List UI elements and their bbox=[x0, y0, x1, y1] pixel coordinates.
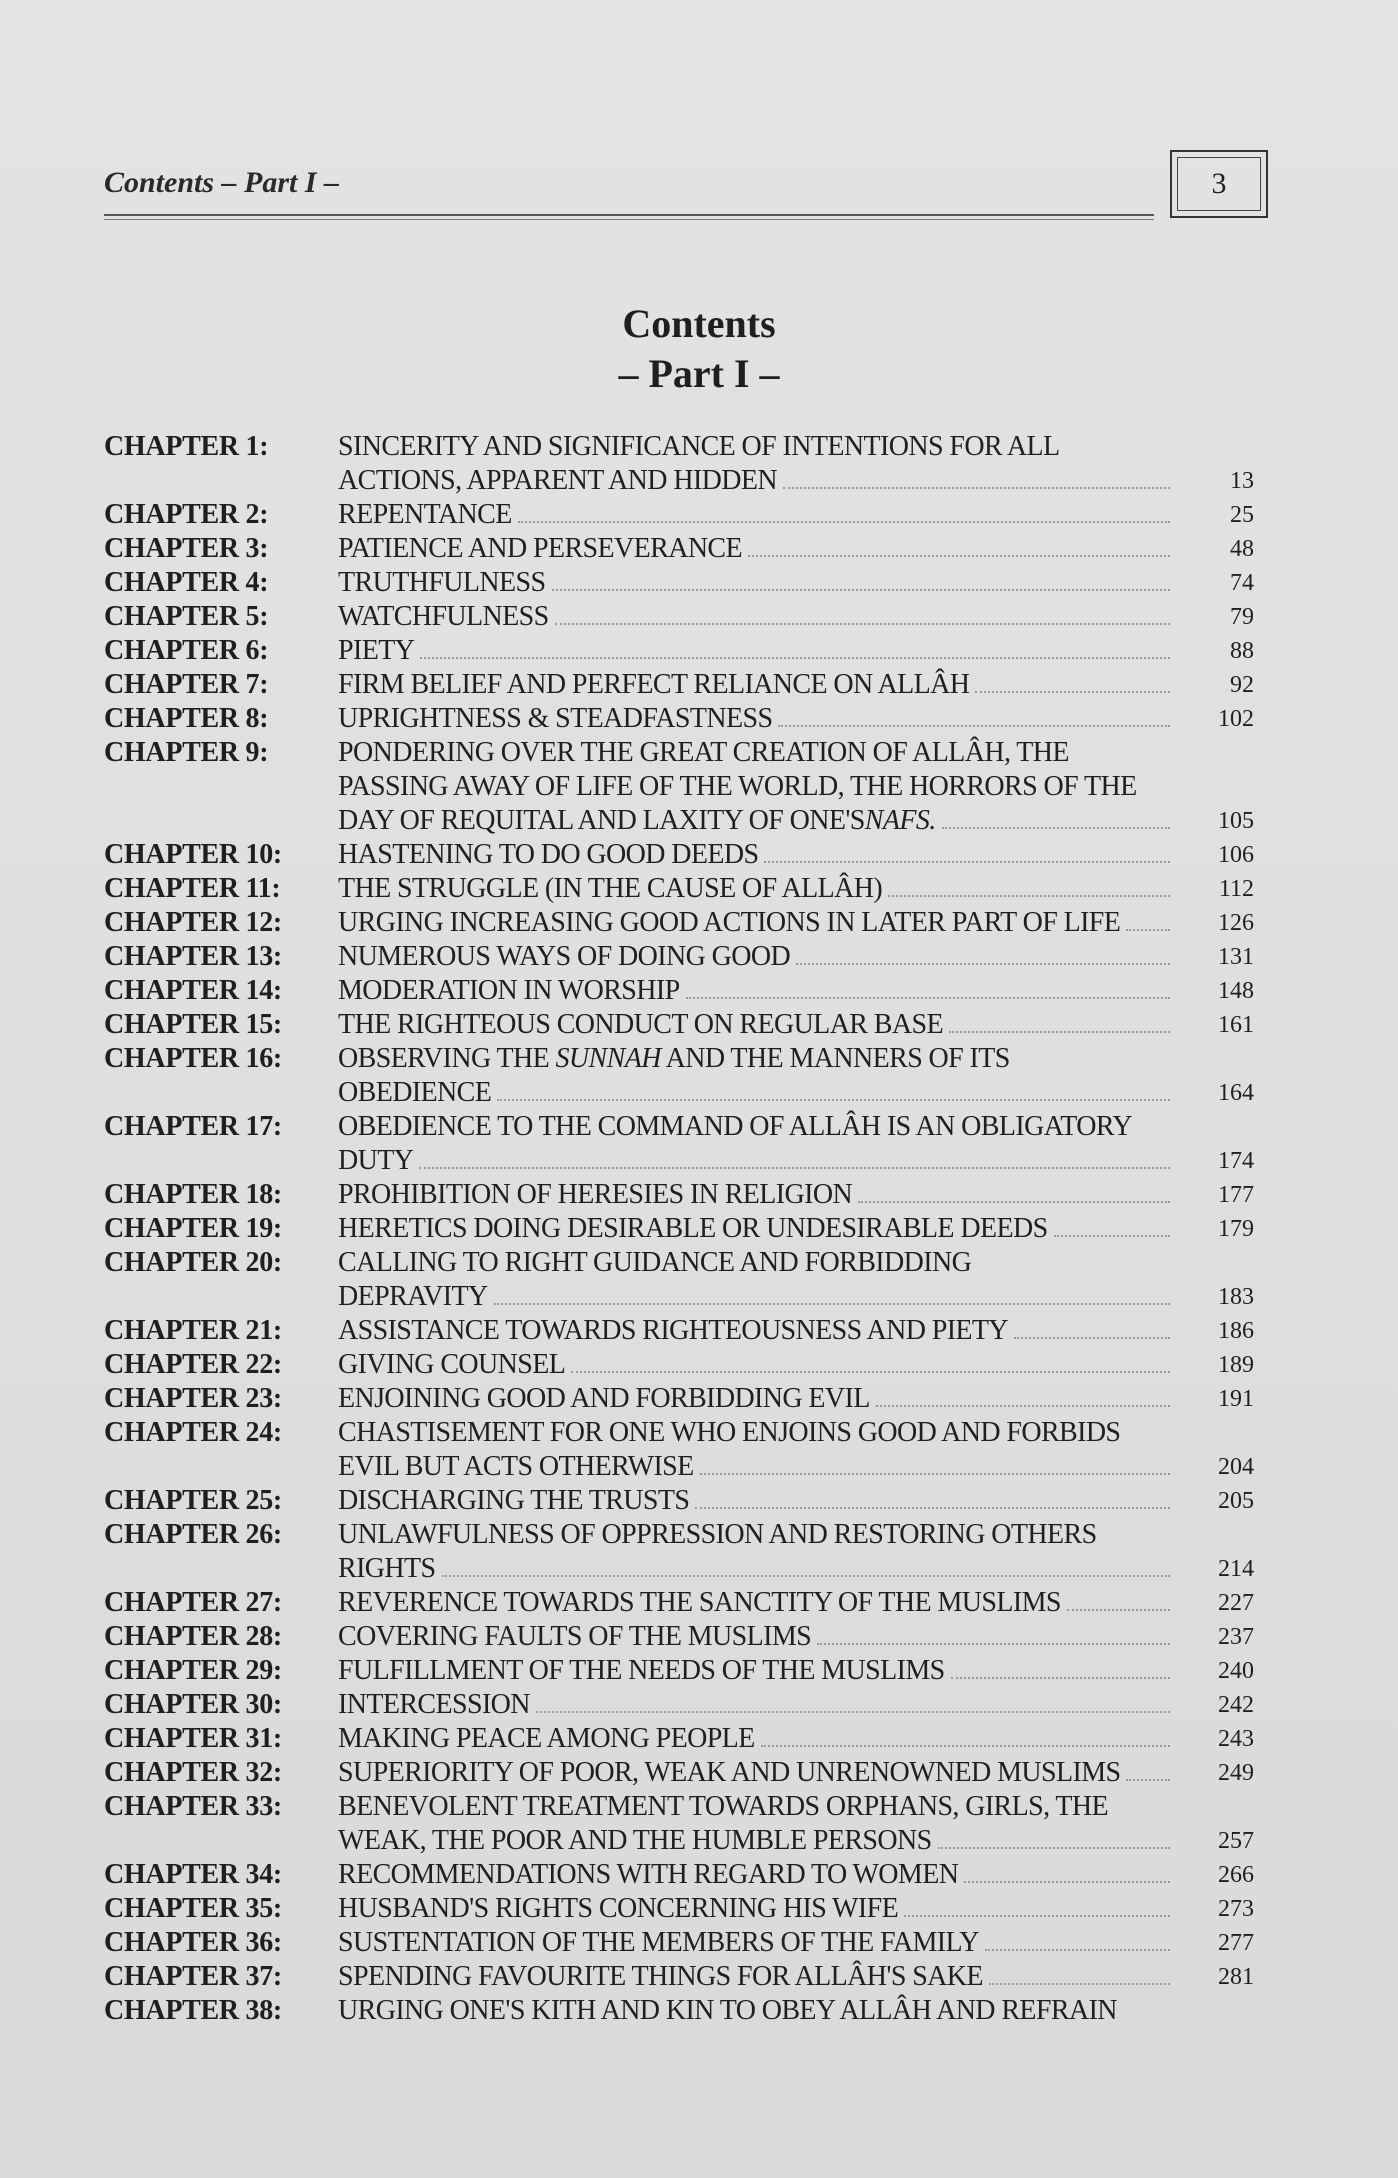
dot-leader bbox=[552, 566, 1171, 591]
page-ref: 214 bbox=[1218, 1556, 1254, 1582]
page-ref: 74 bbox=[1230, 570, 1254, 596]
chapter-title-line: INTERCESSION bbox=[338, 1688, 1178, 1722]
chapter-label: CHAPTER 20: bbox=[104, 1247, 282, 1278]
toc-entry bbox=[104, 1858, 1284, 1892]
toc-entry bbox=[104, 668, 1284, 702]
page-ref: 25 bbox=[1230, 502, 1254, 528]
chapter-title-line: THE STRUGGLE (IN THE CAUSE OF ALLÂH) bbox=[338, 872, 1178, 906]
chapter-title-line: HUSBAND'S RIGHTS CONCERNING HIS WIFE bbox=[338, 1892, 1178, 1926]
toc-entry bbox=[104, 1110, 1284, 1178]
dot-leader bbox=[571, 1348, 1170, 1373]
chapter-title bbox=[338, 1484, 1178, 1518]
dot-leader bbox=[964, 1858, 1170, 1883]
chapter-label: CHAPTER 7: bbox=[104, 669, 269, 700]
page-ref: 183 bbox=[1218, 1284, 1254, 1310]
chapter-label: CHAPTER 17: bbox=[104, 1111, 282, 1142]
toc-entry bbox=[104, 1008, 1284, 1042]
toc-entry bbox=[104, 1790, 1284, 1858]
chapter-title-line: SUPERIORITY OF POOR, WEAK AND UNRENOWNED MUSLIMS bbox=[338, 1756, 1178, 1790]
chapter-title bbox=[338, 532, 1178, 566]
chapter-title-line: PIETY bbox=[338, 634, 1178, 668]
chapter-label: CHAPTER 38: bbox=[104, 1995, 282, 2026]
toc-entry bbox=[104, 1994, 1284, 2028]
toc-entry bbox=[104, 1926, 1284, 1960]
chapter-title bbox=[338, 1042, 1178, 1110]
toc-entry bbox=[104, 1484, 1284, 1518]
chapter-title bbox=[338, 1212, 1178, 1246]
dot-leader bbox=[686, 974, 1170, 999]
chapter-title-line: CALLING TO RIGHT GUIDANCE AND FORBIDDING bbox=[338, 1247, 972, 1278]
part-title: – Part I – bbox=[618, 351, 780, 396]
chapter-label: CHAPTER 11: bbox=[104, 873, 281, 904]
dot-leader bbox=[1054, 1212, 1170, 1237]
page-ref: 179 bbox=[1218, 1216, 1254, 1242]
chapter-label: CHAPTER 3: bbox=[104, 533, 269, 564]
chapter-title bbox=[338, 1110, 1178, 1178]
dot-leader bbox=[985, 1926, 1170, 1951]
dot-leader bbox=[764, 838, 1170, 863]
chapter-label: CHAPTER 22: bbox=[104, 1349, 282, 1380]
chapter-title bbox=[338, 1858, 1178, 1892]
chapter-title-line: RECOMMENDATIONS WITH REGARD TO WOMEN bbox=[338, 1858, 1178, 1892]
toc-entry bbox=[104, 1654, 1284, 1688]
dot-leader bbox=[761, 1722, 1170, 1747]
page-ref: 106 bbox=[1218, 842, 1254, 868]
page-ref: 237 bbox=[1218, 1624, 1254, 1650]
toc-entry bbox=[104, 1348, 1284, 1382]
page-ref: 48 bbox=[1230, 536, 1254, 562]
chapter-title-line: PASSING AWAY OF LIFE OF THE WORLD, THE HORRORS OF THE bbox=[338, 771, 1137, 802]
chapter-title bbox=[338, 736, 1178, 838]
chapter-label: CHAPTER 29: bbox=[104, 1655, 282, 1686]
chapter-title-line: EVIL BUT ACTS OTHERWISE bbox=[338, 1450, 1178, 1484]
chapter-title bbox=[338, 668, 1178, 702]
chapter-title-line: DISCHARGING THE TRUSTS bbox=[338, 1484, 1178, 1518]
page-ref: 257 bbox=[1218, 1828, 1254, 1854]
page-ref: 126 bbox=[1218, 910, 1254, 936]
chapter-title bbox=[338, 1518, 1178, 1586]
dot-leader bbox=[497, 1076, 1170, 1101]
chapter-label: CHAPTER 27: bbox=[104, 1587, 282, 1618]
chapter-title-line: OBEDIENCE bbox=[338, 1076, 1178, 1110]
contents-title: Contents bbox=[622, 301, 776, 346]
chapter-title bbox=[338, 498, 1178, 532]
chapter-title-line: ENJOINING GOOD AND FORBIDDING EVIL bbox=[338, 1382, 1178, 1416]
chapter-title bbox=[338, 600, 1178, 634]
toc-entry bbox=[104, 1586, 1284, 1620]
chapter-title-line: SPENDING FAVOURITE THINGS FOR ALLÂH'S SAKE bbox=[338, 1960, 1178, 1994]
chapter-title-line: OBEDIENCE TO THE COMMAND OF ALLÂH IS AN OBLIGATORY bbox=[338, 1111, 1132, 1142]
page-ref: 266 bbox=[1218, 1862, 1254, 1888]
chapter-title bbox=[338, 1586, 1178, 1620]
chapter-title-line: PONDERING OVER THE GREAT CREATION OF ALLÂH, THE bbox=[338, 737, 1069, 768]
chapter-title-line: SINCERITY AND SIGNIFICANCE OF INTENTIONS FOR ALL bbox=[338, 431, 1060, 462]
chapter-title bbox=[338, 872, 1178, 906]
chapter-title-line: MAKING PEACE AMONG PEOPLE bbox=[338, 1722, 1178, 1756]
chapter-label: CHAPTER 26: bbox=[104, 1519, 282, 1550]
page-ref: 148 bbox=[1218, 978, 1254, 1004]
chapter-label: CHAPTER 19: bbox=[104, 1213, 282, 1244]
chapter-title-line: UNLAWFULNESS OF OPPRESSION AND RESTORING OTHERS bbox=[338, 1519, 1097, 1550]
page-number-box bbox=[1170, 150, 1268, 218]
page-ref: 243 bbox=[1218, 1726, 1254, 1752]
chapter-title bbox=[338, 430, 1178, 498]
chapter-label: CHAPTER 1: bbox=[104, 431, 269, 462]
page-ref: 105 bbox=[1218, 808, 1254, 834]
page-ref: 13 bbox=[1230, 468, 1254, 494]
chapter-label: CHAPTER 34: bbox=[104, 1859, 282, 1890]
dot-leader bbox=[938, 1824, 1170, 1849]
chapter-label: CHAPTER 32: bbox=[104, 1757, 282, 1788]
dot-leader bbox=[904, 1892, 1170, 1917]
toc-entry bbox=[104, 1518, 1284, 1586]
chapter-title-line: PATIENCE AND PERSEVERANCE bbox=[338, 532, 1178, 566]
dot-leader bbox=[442, 1552, 1170, 1577]
chapter-title-line: COVERING FAULTS OF THE MUSLIMS bbox=[338, 1620, 1178, 1654]
chapter-title bbox=[338, 1178, 1178, 1212]
toc-entry bbox=[104, 1756, 1284, 1790]
toc-entry bbox=[104, 1178, 1284, 1212]
page-ref: 186 bbox=[1218, 1318, 1254, 1344]
chapter-label: CHAPTER 9: bbox=[104, 737, 269, 768]
chapter-title bbox=[338, 634, 1178, 668]
toc-entry bbox=[104, 940, 1284, 974]
page-ref: 174 bbox=[1218, 1148, 1254, 1174]
chapter-title bbox=[338, 1314, 1178, 1348]
dot-leader bbox=[989, 1960, 1170, 1985]
page-ref: 131 bbox=[1218, 944, 1254, 970]
dot-leader bbox=[778, 702, 1170, 727]
chapter-title-line: URGING ONE'S KITH AND KIN TO OBEY ALLÂH AND REFRAIN bbox=[338, 1995, 1117, 2026]
chapter-label: CHAPTER 36: bbox=[104, 1927, 282, 1958]
page-ref: 161 bbox=[1218, 1012, 1254, 1038]
chapter-title bbox=[338, 906, 1178, 940]
dot-leader bbox=[876, 1382, 1170, 1407]
page-ref: 227 bbox=[1218, 1590, 1254, 1616]
toc-entry bbox=[104, 498, 1284, 532]
toc-entry bbox=[104, 1382, 1284, 1416]
chapter-label: CHAPTER 12: bbox=[104, 907, 282, 938]
page-ref: 177 bbox=[1218, 1182, 1254, 1208]
page-ref: 79 bbox=[1230, 604, 1254, 630]
toc-entry bbox=[104, 702, 1284, 736]
chapter-title-line: FIRM BELIEF AND PERFECT RELIANCE ON ALLÂH bbox=[338, 668, 1178, 702]
table-of-contents bbox=[104, 430, 1284, 2028]
chapter-label: CHAPTER 23: bbox=[104, 1383, 282, 1414]
chapter-title-line: MODERATION IN WORSHIP bbox=[338, 974, 1178, 1008]
chapter-title-line: SUSTENTATION OF THE MEMBERS OF THE FAMILY bbox=[338, 1926, 1178, 1960]
dot-leader bbox=[1014, 1314, 1170, 1339]
toc-entry bbox=[104, 906, 1284, 940]
page-ref: 281 bbox=[1218, 1964, 1254, 1990]
dot-leader bbox=[695, 1484, 1170, 1509]
chapter-label: CHAPTER 10: bbox=[104, 839, 282, 870]
chapter-label: CHAPTER 37: bbox=[104, 1961, 282, 1992]
page-ref: 205 bbox=[1218, 1488, 1254, 1514]
chapter-title bbox=[338, 1790, 1178, 1858]
chapter-title-line: FULFILLMENT OF THE NEEDS OF THE MUSLIMS bbox=[338, 1654, 1178, 1688]
dot-leader bbox=[494, 1280, 1170, 1305]
toc-entry bbox=[104, 838, 1284, 872]
chapter-title-line: UPRIGHTNESS & STEADFASTNESS bbox=[338, 702, 1178, 736]
page-ref: 249 bbox=[1218, 1760, 1254, 1786]
dot-leader bbox=[419, 1144, 1170, 1169]
chapter-title-line: REVERENCE TOWARDS THE SANCTITY OF THE MUSLIMS bbox=[338, 1586, 1178, 1620]
chapter-title bbox=[338, 1960, 1178, 1994]
page-ref: 88 bbox=[1230, 638, 1254, 664]
chapter-title-line: PROHIBITION OF HERESIES IN RELIGION bbox=[338, 1178, 1178, 1212]
chapter-label: CHAPTER 21: bbox=[104, 1315, 282, 1346]
chapter-title bbox=[338, 702, 1178, 736]
chapter-label: CHAPTER 16: bbox=[104, 1043, 282, 1074]
chapter-label: CHAPTER 33: bbox=[104, 1791, 282, 1822]
toc-entry bbox=[104, 1620, 1284, 1654]
chapter-title-line: ACTIONS, APPARENT AND HIDDEN bbox=[338, 464, 1178, 498]
toc-entry bbox=[104, 1416, 1284, 1484]
page-ref: 273 bbox=[1218, 1896, 1254, 1922]
page-ref: 112 bbox=[1218, 876, 1254, 902]
chapter-title-line: BENEVOLENT TREATMENT TOWARDS ORPHANS, GIRLS, THE bbox=[338, 1791, 1109, 1822]
chapter-title-line: CHASTISEMENT FOR ONE WHO ENJOINS GOOD AND FORBIDS bbox=[338, 1417, 1121, 1448]
dot-leader bbox=[858, 1178, 1170, 1203]
dot-leader bbox=[817, 1620, 1170, 1645]
toc-entry bbox=[104, 430, 1284, 498]
chapter-title bbox=[338, 1688, 1178, 1722]
toc-entry bbox=[104, 872, 1284, 906]
toc-entry bbox=[104, 1212, 1284, 1246]
chapter-title bbox=[338, 1008, 1178, 1042]
chapter-label: CHAPTER 6: bbox=[104, 635, 269, 666]
chapter-title bbox=[338, 1756, 1178, 1790]
toc-entry bbox=[104, 736, 1284, 838]
chapter-title-line: THE RIGHTEOUS CONDUCT ON REGULAR BASE bbox=[338, 1008, 1178, 1042]
chapter-title bbox=[338, 838, 1178, 872]
dot-leader bbox=[942, 804, 1170, 829]
dot-leader bbox=[536, 1688, 1170, 1713]
dot-leader bbox=[420, 634, 1170, 659]
dot-leader bbox=[1067, 1586, 1170, 1611]
chapter-label: CHAPTER 14: bbox=[104, 975, 282, 1006]
chapter-label: CHAPTER 30: bbox=[104, 1689, 282, 1720]
chapter-title bbox=[338, 1416, 1178, 1484]
chapter-title-line: DEPRAVITY bbox=[338, 1280, 1178, 1314]
toc-entry bbox=[104, 1246, 1284, 1314]
chapter-title bbox=[338, 1722, 1178, 1756]
chapter-title-line: DUTY bbox=[338, 1144, 1178, 1178]
chapter-label: CHAPTER 15: bbox=[104, 1009, 282, 1040]
toc-entry bbox=[104, 1042, 1284, 1110]
chapter-title-line: URGING INCREASING GOOD ACTIONS IN LATER PART OF LIFE bbox=[338, 906, 1178, 940]
chapter-label: CHAPTER 25: bbox=[104, 1485, 282, 1516]
chapter-title bbox=[338, 1382, 1178, 1416]
dot-leader bbox=[1126, 1756, 1170, 1781]
page-ref: 92 bbox=[1230, 672, 1254, 698]
dot-leader bbox=[951, 1654, 1170, 1679]
chapter-title bbox=[338, 1892, 1178, 1926]
chapter-title-line: WEAK, THE POOR AND THE HUMBLE PERSONS bbox=[338, 1824, 1178, 1858]
chapter-title-line: WATCHFULNESS bbox=[338, 600, 1178, 634]
page-ref: 191 bbox=[1218, 1386, 1254, 1412]
toc-entry bbox=[104, 1688, 1284, 1722]
dot-leader bbox=[555, 600, 1170, 625]
page-ref: 204 bbox=[1218, 1454, 1254, 1480]
dot-leader bbox=[975, 668, 1170, 693]
chapter-label: CHAPTER 18: bbox=[104, 1179, 282, 1210]
chapter-label: CHAPTER 28: bbox=[104, 1621, 282, 1652]
dot-leader bbox=[748, 532, 1170, 557]
chapter-title bbox=[338, 974, 1178, 1008]
header-rule bbox=[104, 214, 1154, 216]
dot-leader bbox=[888, 872, 1170, 897]
toc-entry bbox=[104, 1722, 1284, 1756]
chapter-title-line: OBSERVING THE SUNNAH AND THE MANNERS OF ITS bbox=[338, 1043, 1010, 1074]
page-number: 3 bbox=[1211, 167, 1227, 200]
dot-leader bbox=[783, 464, 1170, 489]
toc-entry bbox=[104, 974, 1284, 1008]
running-head: Contents – Part I – bbox=[104, 166, 340, 199]
dot-leader bbox=[949, 1008, 1170, 1033]
chapter-title-line: DAY OF REQUITAL AND LAXITY OF ONE'S NAFS. bbox=[338, 804, 1178, 838]
dot-leader bbox=[1126, 906, 1170, 931]
chapter-label: CHAPTER 8: bbox=[104, 703, 269, 734]
chapter-label: CHAPTER 2: bbox=[104, 499, 269, 530]
page-ref: 164 bbox=[1218, 1080, 1254, 1106]
chapter-label: CHAPTER 5: bbox=[104, 601, 269, 632]
toc-entry bbox=[104, 600, 1284, 634]
chapter-title bbox=[338, 1246, 1178, 1314]
toc-entry bbox=[104, 634, 1284, 668]
chapter-label: CHAPTER 24: bbox=[104, 1417, 282, 1448]
chapter-title-line: NUMEROUS WAYS OF DOING GOOD bbox=[338, 940, 1178, 974]
chapter-title-line: HERETICS DOING DESIRABLE OR UNDESIRABLE DEEDS bbox=[338, 1212, 1178, 1246]
chapter-label: CHAPTER 35: bbox=[104, 1893, 282, 1924]
page-ref: 242 bbox=[1218, 1692, 1254, 1718]
toc-entry bbox=[104, 532, 1284, 566]
page-ref: 240 bbox=[1218, 1658, 1254, 1684]
chapter-title bbox=[338, 1654, 1178, 1688]
chapter-title-line: HASTENING TO DO GOOD DEEDS bbox=[338, 838, 1178, 872]
chapter-title-line: TRUTHFULNESS bbox=[338, 566, 1178, 600]
chapter-title bbox=[338, 1348, 1178, 1382]
dot-leader bbox=[518, 498, 1170, 523]
chapter-title-line: RIGHTS bbox=[338, 1552, 1178, 1586]
chapter-title bbox=[338, 566, 1178, 600]
page-ref: 277 bbox=[1218, 1930, 1254, 1956]
page-ref: 189 bbox=[1218, 1352, 1254, 1378]
chapter-title bbox=[338, 940, 1178, 974]
chapter-label: CHAPTER 4: bbox=[104, 567, 269, 598]
chapter-title bbox=[338, 1926, 1178, 1960]
dot-leader bbox=[700, 1450, 1170, 1475]
chapter-label: CHAPTER 31: bbox=[104, 1723, 282, 1754]
chapter-title bbox=[338, 1620, 1178, 1654]
toc-entry bbox=[104, 1892, 1284, 1926]
chapter-title-line: REPENTANCE bbox=[338, 498, 1178, 532]
chapter-title bbox=[338, 1994, 1178, 2028]
page-ref: 102 bbox=[1218, 706, 1254, 732]
toc-entry bbox=[104, 1960, 1284, 1994]
toc-entry bbox=[104, 566, 1284, 600]
dot-leader bbox=[796, 940, 1170, 965]
chapter-title-line: GIVING COUNSEL bbox=[338, 1348, 1178, 1382]
chapter-label: CHAPTER 13: bbox=[104, 941, 282, 972]
chapter-title-line: ASSISTANCE TOWARDS RIGHTEOUSNESS AND PIETY bbox=[338, 1314, 1178, 1348]
toc-entry bbox=[104, 1314, 1284, 1348]
